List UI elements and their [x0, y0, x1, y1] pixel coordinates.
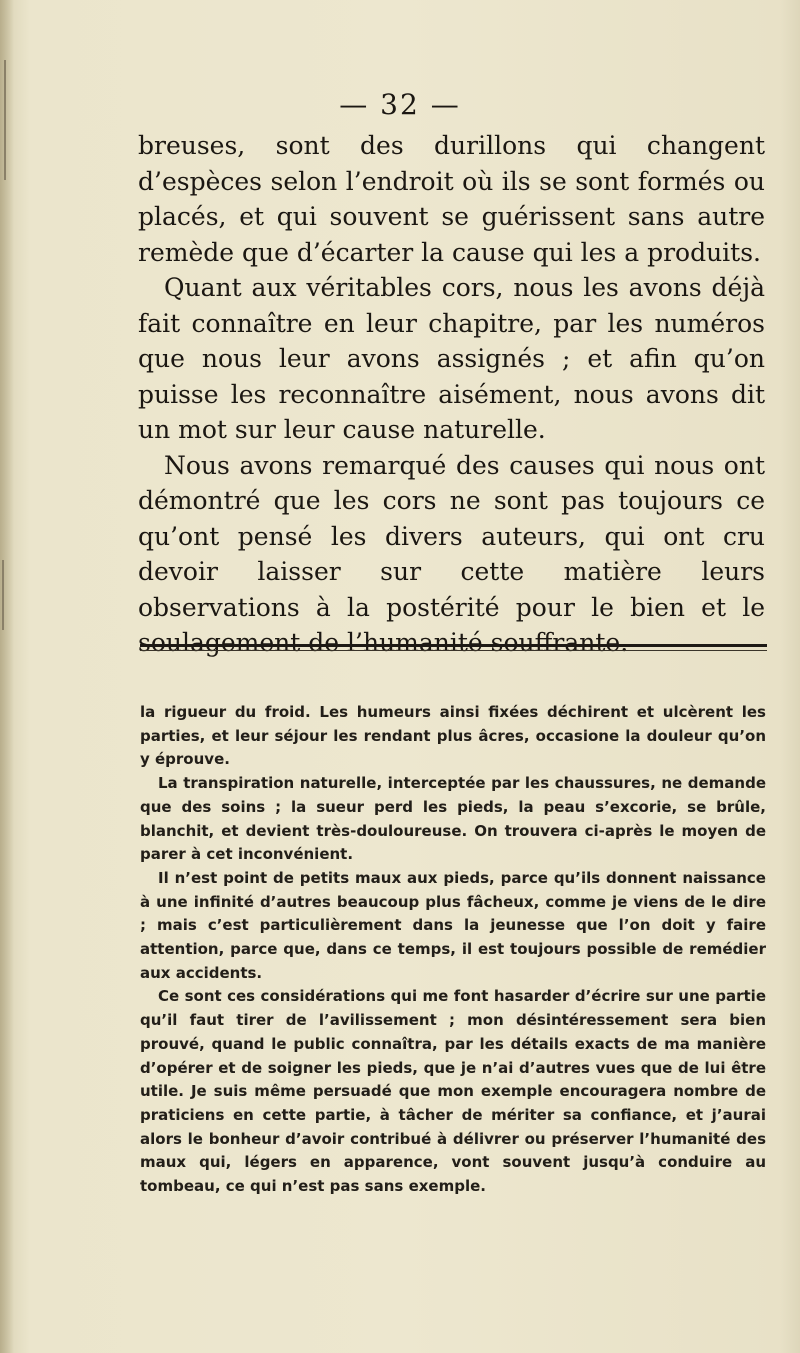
main-paragraph: breuses, sont des durillons qui changent d’espèces selon l’endroit où ils se sont formés ou placés, et qui souvent se guérissent sans autre remède que d’écarter la cause qui les a produits. — [138, 131, 765, 267]
margin-mark — [2, 560, 4, 630]
footnote-paragraph: Ce sont ces considérations qui me font hasarder d’écrire sur une partie qu’il faut tirer de l’avilissement ; mon désintéressement sera bien prouvé, quand le public connaîtra, par les détails exacts de ma manière d’opérer et de soigner les pieds, que je n’ai d’autres vues que de lui être utile. Je suis même persuadé que mon exemple encouragera nombre de praticiens en cette partie, à tâcher de mériter sa confiance, et j’aurai alors le bonheur d’avoir contribué à délivrer ou préserver l’humanité des maux qui, légers en apparence, vont souvent jusqu’à conduire au tombeau, ce qui n’est pas sans exemple. — [140, 987, 766, 1196]
main-paragraph: Quant aux véritables cors, nous les avons déjà fait connaître en leur chapitre, par les numéros que nous leur avons assignés ; et afin qu’on puisse les reconnaître aisément, nous avons dit un mot sur leur cause naturelle. — [138, 273, 765, 444]
footnote-separator — [140, 644, 767, 647]
footnote-paragraph: Il n’est point de petits maux aux pieds, parce qu’ils donnent naissance à une infinité d’autres beaucoup plus fâcheux, comme je viens de le dire ; mais c’est particulièrement dans la jeunesse que l’on doit y faire attention, parce que, dans ce temps, il est toujours possible de remédier aux accidents. — [140, 868, 766, 982]
main-text — [138, 128, 765, 661]
footnote-paragraph: la rigueur du froid. Les humeurs ainsi fixées déchirent et ulcèrent les parties, et leur séjour les rendant plus âcres, occasione la douleur qu’on y éprouve. — [140, 703, 766, 769]
footnote-paragraph: La transpiration naturelle, interceptée par les chaussures, ne demande que des soins ; la sueur perd les pieds, la peau s’excorie, se brûle, blanchit, et devient très-douloureuse. On trouvera ci-après le moyen de parer à cet inconvénient. — [140, 774, 766, 864]
margin-mark — [4, 60, 6, 180]
footnotes — [140, 701, 766, 1199]
page-number: — 32 — — [339, 88, 461, 121]
footnote-separator-thin — [140, 650, 767, 651]
page-edge-shadow — [0, 0, 14, 1353]
main-paragraph: Nous avons remarqué des causes qui nous ont démontré que les cors ne sont pas toujours ce qu’ont pensé les divers auteurs, qui ont cru devoir laisser sur cette matière leurs observations à la postérité pour le bien et le soulagement de l’humanité souffrante. — [138, 450, 765, 657]
